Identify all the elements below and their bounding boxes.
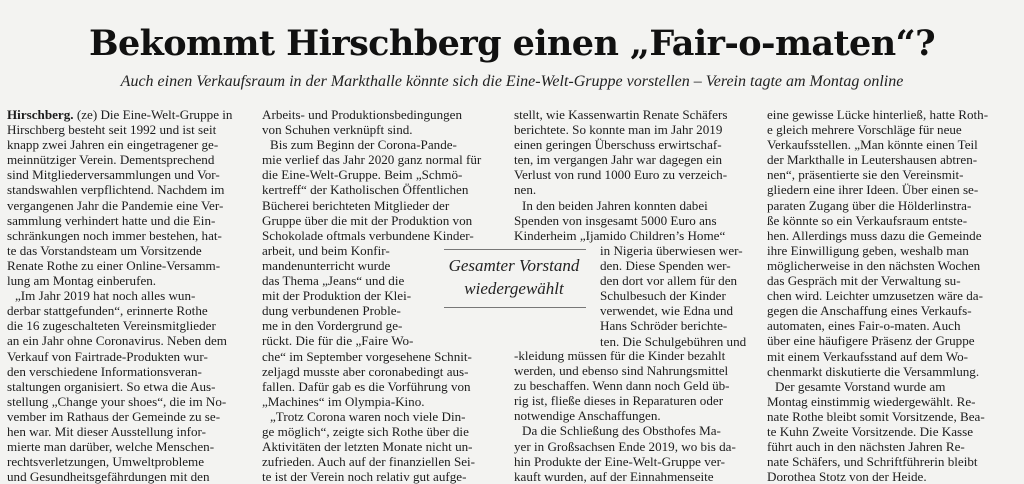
column-line: stellt, wie Kassenwartin Renate Schäfers [514,107,728,122]
column-line: te ist der Verein noch relativ gut aufge- [262,469,467,484]
column-line: vember im Rathaus der Gemeinde zu se- [7,408,221,424]
column-line: ten, im vergangen Jahr war dagegen ein [514,152,723,168]
column-line: Renate Rothe zu einer Online-Versamm- [7,257,221,273]
article-column-1 [7,107,247,484]
column-line: Verkaufsstellen. „Man könnte einen Teil [767,137,978,153]
column-line: Arbeits- und Produktionsbedingungen [262,107,463,122]
column-line: Verlust von rund 1000 Euro zu verzeich- [514,167,728,183]
column-line: te das Vorstandsteam um Vorsitzende [7,242,202,258]
column-line: ihre Einwilligung geben, weshalb man [767,242,969,258]
column-line: Gruppe über die mit der Produktion von [262,212,473,228]
column-line: Hirschberg besteht seit 1992 und ist seit [7,122,217,138]
column-line: rechtsverletzungen, Umweltprobleme [7,454,205,470]
column-line: mandenunterricht wurde [262,257,391,273]
column-line: zufrieden. Auch auf der finanziellen Sei- [262,454,476,470]
column-line: kertreff“ der Katholischen Öffentlichen [262,182,469,198]
column-line: notwendige Anschaffungen. [514,408,661,424]
column-line: gegen die Anschaffung eines Verkaufs- [767,303,972,319]
column-line: knapp zwei Jahren ein eingetragener ge- [7,137,219,153]
column-line: berichtete. So konnte man im Jahr 2019 [514,122,723,138]
column-line [7,107,247,122]
column-line: mie verlief das Jahr 2020 ganz normal für [262,152,482,168]
column-line: Spenden von insgesamt 5000 Euro ans [514,212,717,228]
column-line: Da die Schließung des Obsthofes Ma- [522,423,721,439]
column-line: standswahlen verpflichtend. Nachdem im [7,182,225,198]
column-line: in Nigeria überwiesen wer- [600,243,743,258]
column-line: chenmarkt diskutierte die Versammlung. [767,363,980,379]
article-column-3-bottom [514,348,759,484]
column-line: nen. [514,182,537,198]
column-line: zeljagd musste aber coronabedingt aus- [262,363,469,379]
column-line: ten. Die Schulgebühren und [600,333,747,349]
column-line: sind Mitgliederversammlungen und Vor- [7,167,220,183]
column-line: einen geringen Überschuss erwirtschaf- [514,137,722,153]
article-column-4 [767,107,1012,484]
column-line: che“ im September vorgesehene Schnit- [262,348,472,364]
column-line: yer in Großsachsen Ende 2019, wo bis da- [514,438,736,454]
column-line: „Machines“ im Olympia-Kino. [262,393,425,409]
column-line: derbar stattgefunden“, erinnerte Rothe [7,303,208,319]
column-line: gliedern eine ihrer Ideen. Über einen se- [767,182,979,198]
column-line: an ein Jahr ohne Coronavirus. Neben dem [7,333,227,349]
pull-quote-bottom-rule [444,307,586,308]
column-line: Der gesamte Vorstand wurde am [775,378,946,394]
column-line: Verkauf von Fairtrade-Produkten wur- [7,348,208,364]
column-line: „Trotz Corona waren noch viele Din- [270,408,466,424]
subheadline: Auch einen Verkaufsraum in der Markthalle könnte sich die Eine-Welt-Gruppe vorstellen – Verein tagte am Montag online [120,73,904,90]
column-line: arbeit, und beim Konfir- [262,242,390,258]
column-line: nate Rothe bleibt somit Vorsitzende, Bea- [767,408,985,424]
column-line: schränkungen noch immer bestehen, hat- [7,227,222,243]
column-line: lung am Montag einberufen. [7,273,157,289]
column-line: Bücherei berichteten Mitglieder der [262,197,450,213]
column-line: und Gesundheitsgefährdungen mit den [7,469,210,484]
column-line: eine gewisse Lücke hinterließ, hatte Roth- [767,107,989,122]
column-line: den. Diese Spenden wer- [600,258,731,274]
column-line: meinnütziger Verein. Dementsprechend [7,152,215,168]
column-line: sammlung verhindert hatte und die Ein- [7,212,216,228]
pull-quote [440,254,588,300]
column-line: ße könnte so ein Verkaufsraum entste- [767,212,968,228]
column-line: mit der Produktion der Klei- [262,288,412,304]
column-line: Dorothea Stotz von der Heide. [767,469,927,484]
column-line: fallen. Dafür gab es die Vorführung von [262,378,471,394]
column-line-text: (ze) Die Eine-Welt-Gruppe in [73,107,233,122]
column-line: „Im Jahr 2019 hat noch alles wun- [15,288,196,304]
column-line: automaten, eines Fair-o-maten. Auch [767,318,961,334]
column-line: nen“, präsentierte sie den Vereinsmit- [767,167,964,183]
column-line: verwendet, wie Edna und [600,303,734,319]
article-column-3-top [514,107,759,243]
column-line: über eine häufigere Präsenz der Gruppe [767,333,975,349]
column-line: nate Schäfers, und Schriftführerin bleibt [767,454,978,470]
column-line: Schulbesuch der Kinder [600,288,726,304]
column-line: den dort vor allem für den [600,273,738,289]
column-line: Kinderheim „Ijamido Children’s Home“ [514,227,726,243]
column-line: die 16 zugeschalteten Vereinsmitglieder [7,318,216,334]
column-line: kauft wurden, auf der Einnahmenseite [514,468,714,484]
pull-quote-line: Gesamter Vorstand [448,256,580,275]
article-column-3-narrow [600,243,758,349]
column-line: vergangenen Jahr die Pandemie eine Ver- [7,197,224,213]
column-line: me in den Vordergrund ge- [262,318,403,334]
column-line: -kleidung müssen für die Kinder bezahlt [514,348,726,363]
column-line: der Markthalle in Leutershausen abtren- [767,152,978,168]
column-line: In den beiden Jahren konnten dabei [522,197,708,213]
column-line: mierte man darüber, welche Menschen- [7,439,215,455]
column-line: dung verbundenen Proble- [262,303,401,319]
column-line: hen war. Mit dieser Ausstellung infor- [7,423,207,439]
column-line: möglicherweise in den nächsten Wochen [767,257,981,273]
column-line: das Gespräch mit der Verwaltung su- [767,273,961,289]
column-line: hen. Allerdings muss dazu die Gemeinde [767,227,982,243]
column-line: den verschiedene Informationsveran- [7,363,202,379]
column-line: stellung „Change your shoes“, die im No- [7,393,227,409]
column-line: Aktivitäten der letzten Monate nicht un- [262,439,473,455]
column-line: staltungen organisiert. So etwa die Aus- [7,378,216,394]
column-line: te Kuhn Zweite Vorsitzende. Die Kasse [767,423,974,439]
pull-quote-top-rule [444,249,586,250]
column-line: werden, und ebenso sind Nahrungsmittel [514,363,729,379]
column-line: rig ist, fließe dieses in Reparaturen oder [514,393,724,409]
dateline: Hirschberg. [7,107,74,122]
column-line: zu beschaffen. Wenn dann noch Geld üb- [514,378,730,394]
column-line: chen wird. Leichter umzusetzen wäre da- [767,288,983,304]
column-line: hin Produkte der Eine-Welt-Gruppe ver- [514,453,726,469]
column-line: Hans Schröder berichte- [600,318,728,334]
headline: Bekommt Hirschberg einen „Fair-o-maten“? [89,23,935,64]
column-line: paraten Zugang über die Hölderlinstra- [767,197,972,213]
column-line: Schokolade oftmals verbundene Kinder- [262,227,474,243]
column-line: führt auch in den nächsten Jahren Re- [767,439,965,455]
column-line: Montag einstimmig wiedergewählt. Re- [767,393,976,409]
column-line: e gleich mehrere Vorschläge für neue [767,122,962,138]
column-line: mit einem Verkaufsstand auf dem Wo- [767,348,969,364]
column-line: Bis zum Beginn der Corona-Pande- [270,137,457,153]
column-line: das Thema „Jeans“ und die [262,273,405,289]
column-line: die Eine-Welt-Gruppe. Beim „Schmö- [262,167,463,183]
column-line: von Schuhen verknüpft sind. [262,122,413,138]
column-line: ge möglich“, zeigte sich Rothe über die [262,423,469,439]
column-line: rückt. Die für die „Faire Wo- [262,333,414,349]
pull-quote-line: wiedergewählt [464,279,564,298]
